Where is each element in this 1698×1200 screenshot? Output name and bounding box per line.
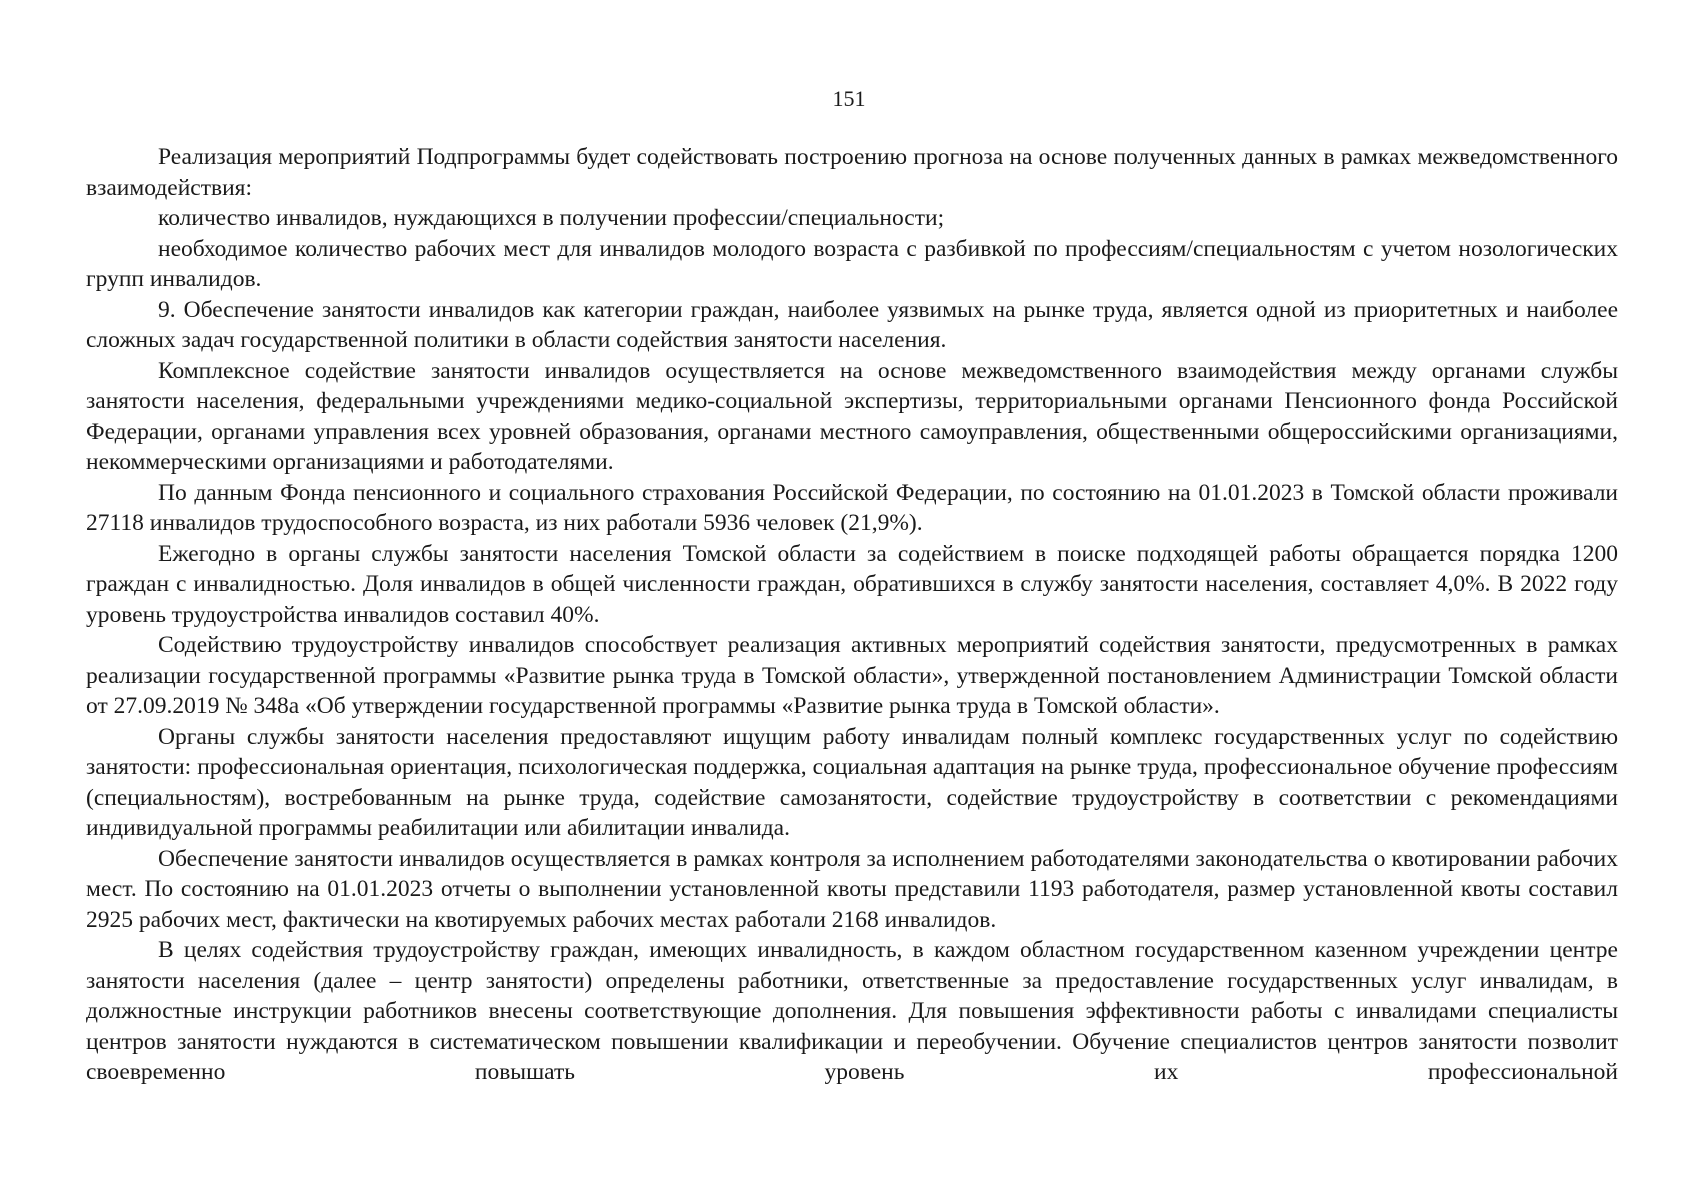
page-number: 151 xyxy=(832,86,866,111)
paragraph-annual-requests: Ежегодно в органы службы занятости населения Томской области за содействием в поиске подходящей работы обращается порядка 1200 граждан с инвалидностью. Доля инвалидов в общей численности граждан, обратившихся в службу занятости населения, составляет 4,0%. В 2022 году уровень трудоустройства инвалидов составил 40%. xyxy=(86,540,1618,628)
paragraph-state-program: Содействию трудоустройству инвалидов способствует реализация активных мероприятий содействия занятости, предусмотренных в рамках реализации государственной программы «Развитие рынка труда в Томской области», утвержденной постановлением Администрации Томской области от 27.09.2019 № 348а «Об утверждении государственной программы «Развитие рынка труда в Томской области». xyxy=(86,632,1618,719)
paragraph-employment-centers: В целях содействия трудоустройству граждан, имеющих инвалидность, в каждом областном государственном казенном учреждении центре занятости населения (далее – центр занятости) определены работники, ответственные за предоставление государственных услуг инвалидам, в должностные инструкции работников внесены соответствующие дополнения. Для повышения эффективности работы с инвалидами специалисты центров занятости нуждаются в систематическом повышении квалификации и переобучении. Обучение специалистов центров занятости позволит своевременно повышать уровень их профессиональной xyxy=(86,937,1618,1085)
paragraph-list-item-profession: количество инвалидов, нуждающихся в получении профессии/специальности; xyxy=(158,205,945,231)
paragraph-list-item-workplaces: необходимое количество рабочих мест для инвалидов молодого возраста с разбивкой по профессиям/специальностям с учетом нозологических групп инвалидов. xyxy=(86,235,1618,292)
paragraph-section-9: 9. Обеспечение занятости инвалидов как категории граждан, наиболее уязвимых на рынке труда, является одной из приоритетных и наиболее сложных задач государственной политики в области содействия занятости населения. xyxy=(86,296,1618,353)
document-body xyxy=(86,142,1618,1088)
paragraph-services: Органы службы занятости населения предоставляют ищущим работу инвалидам полный комплекс государственных услуг по содействию занятости: профессиональная ориентация, психологическая поддержка, социальная адаптация на рынке труда, профессиональное обучение профессиям (специальностям), востребованным на рынке труда, содействие самозанятости, содействие трудоустройству в соответствии с рекомендациями индивидуальной программы реабилитации или абилитации инвалида. xyxy=(86,723,1618,841)
paragraph-quota: Обеспечение занятости инвалидов осуществляется в рамках контроля за исполнением работодателями законодательства о квотировании рабочих мест. По состоянию на 01.01.2023 отчеты о выполнении установленной квоты представили 1193 работодателя, размер установленной квоты составил 2925 рабочих мест, фактически на квотируемых рабочих местах работали 2168 инвалидов. xyxy=(86,845,1618,933)
paragraph-forecast-intro: Реализация мероприятий Подпрограммы будет содействовать построению прогноза на основе полученных данных в рамках межведомственного взаимодействия: xyxy=(86,144,1618,201)
paragraph-pension-fund-data: По данным Фонда пенсионного и социального страхования Российской Федерации, по состоянию на 01.01.2023 в Томской области проживали 27118 инвалидов трудоспособного возраста, из них работали 5936 человек (21,9%). xyxy=(86,479,1618,536)
paragraph-interagency: Комплексное содействие занятости инвалидов осуществляется на основе межведомственного взаимодействия между органами службы занятости населения, федеральными учреждениями медико-социальной экспертизы, территориальными органами Пенсионного фонда Российской Федерации, органами управления всех уровней образования, органами местного самоуправления, общественными общероссийскими организациями, некоммерческими организациями и работодателями. xyxy=(86,357,1618,475)
